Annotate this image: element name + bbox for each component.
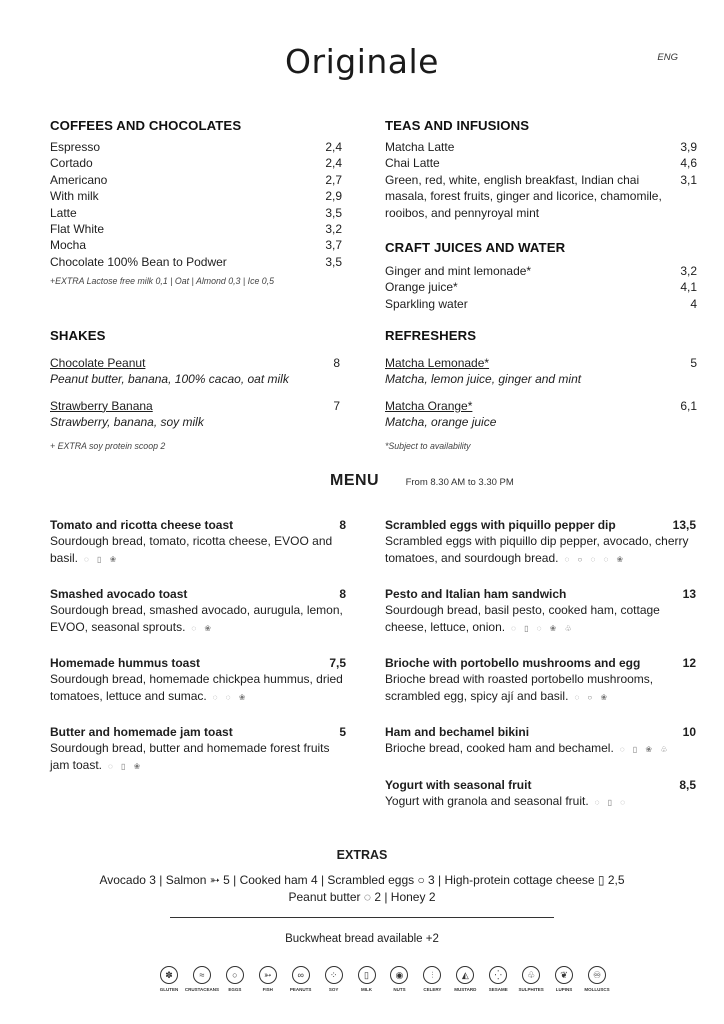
language-label[interactable]: ENG xyxy=(657,52,678,63)
dish-title-row xyxy=(385,586,696,602)
menu-item xyxy=(385,296,697,312)
allergen-label: GLUTEN xyxy=(159,987,179,992)
menu-item xyxy=(50,254,342,270)
dish-description xyxy=(385,740,696,759)
menu-item xyxy=(385,279,697,295)
item-name: Mocha xyxy=(50,238,87,253)
milk-icon: ▯ xyxy=(358,966,376,984)
item-name: Americano xyxy=(50,172,108,187)
item-name: Matcha Latte xyxy=(385,140,455,154)
menu-item xyxy=(50,172,342,188)
dish-description xyxy=(50,602,346,637)
dish-item xyxy=(50,655,346,706)
menu-item xyxy=(385,263,697,279)
menu-hours: From 8.30 AM to 3.30 PM xyxy=(405,477,514,488)
drink-description: Strawberry, banana, soy milk xyxy=(50,415,204,430)
drink-price: 7 xyxy=(333,398,340,413)
menu-item xyxy=(385,172,697,221)
shakes-extra-note: + EXTRA soy protein scoop 2 xyxy=(50,440,166,451)
dish-price: 8 xyxy=(339,587,346,601)
dish-price: 10 xyxy=(682,725,696,739)
extras-line-1: Avocado 3 | Salmon ➳ 5 | Cooked ham 4 | Scrambled eggs ○ 3 | High-protein cottage cheese ▯ 2,5 xyxy=(99,873,625,887)
dish-name: Tomato and ricotta cheese toast xyxy=(50,518,234,532)
brand-logo: Originale xyxy=(285,42,439,81)
dish-item xyxy=(385,777,696,812)
dish-name: Pesto and Italian ham sandwich xyxy=(385,587,567,601)
allergen-icons: ◌ ○ ◌ ◌ ❀ xyxy=(564,554,627,564)
drink-description: Matcha, orange juice xyxy=(385,415,497,430)
item-price: 3,7 xyxy=(325,238,342,253)
item-price: 2,7 xyxy=(325,172,342,187)
dish-item xyxy=(385,655,696,706)
item-price: 4,1 xyxy=(680,280,697,295)
refreshers-availability-note: *Subject to availability xyxy=(385,440,471,451)
allergen-icons: ◌ ▯ ❀ xyxy=(108,761,144,771)
dish-description-text: Sourdough bread, butter and homemade forest fruits jam toast. xyxy=(50,741,330,772)
dish-description xyxy=(385,602,696,637)
allergen-icons: ◌ ▯ ❀ xyxy=(84,554,120,564)
juices-section xyxy=(385,240,697,312)
item-price: 4 xyxy=(690,296,697,311)
menu-item xyxy=(50,205,342,221)
drink-title-row xyxy=(50,355,340,371)
dish-description xyxy=(50,533,346,568)
menu-item xyxy=(50,155,342,171)
allergen-label: MILK xyxy=(361,987,373,992)
drink-item xyxy=(50,398,340,431)
drink-price: 5 xyxy=(690,356,697,370)
mustard-icon: ◭ xyxy=(456,966,474,984)
allergen-label: CRUSTACEANS xyxy=(184,987,220,992)
coffees-section xyxy=(50,118,342,286)
allergen-peanuts xyxy=(285,966,317,992)
item-price: 4,6 xyxy=(680,156,697,171)
item-price: 3,5 xyxy=(325,254,342,269)
dish-description-text: Sourdough bread, homemade chickpea hummus, dried tomatoes, lettuce and sumac. xyxy=(50,672,343,703)
item-price: 3,2 xyxy=(325,222,342,237)
coffees-list xyxy=(50,139,342,270)
dish-description xyxy=(385,671,696,706)
allergen-mustard xyxy=(449,966,481,992)
drink-item xyxy=(385,398,697,431)
nut-icon: ◉ xyxy=(390,966,408,984)
item-price: 2,4 xyxy=(325,140,342,154)
drink-title-row xyxy=(50,398,340,414)
item-name: Flat White xyxy=(50,222,105,237)
dish-price: 5 xyxy=(339,725,346,739)
drink-name: Chocolate Peanut xyxy=(50,356,146,370)
shakes-title: SHAKES xyxy=(50,328,106,343)
drink-description: Peanut butter, banana, 100% cacao, oat milk xyxy=(50,372,289,387)
dish-name: Yogurt with seasonal fruit xyxy=(385,777,532,792)
allergen-gluten xyxy=(153,966,185,992)
allergen-label: MUSTARD xyxy=(454,987,477,992)
item-name: Latte xyxy=(50,205,77,220)
allergen-label: EGGS xyxy=(228,987,242,992)
dish-title-row xyxy=(385,777,696,793)
dish-description-text: Scrambled eggs with piquillo dip pepper, avocado, cherry tomatoes, and sourdough bread. xyxy=(385,534,689,565)
extras-line-2: Peanut butter ◌ 2 | Honey 2 xyxy=(288,890,436,904)
dish-price: 13 xyxy=(682,587,696,601)
coffees-extra-note: +EXTRA Lactose free milk 0,1 | Oat | Almond 0,3 | Ice 0,5 xyxy=(50,276,275,287)
dish-name: Homemade hummus toast xyxy=(50,656,201,670)
dish-description-text: Sourdough bread, tomato, ricotta cheese, EVOO and basil. xyxy=(50,534,333,565)
item-name: Orange juice* xyxy=(385,280,458,295)
shakes-list xyxy=(50,355,340,431)
wheat-icon: ✽ xyxy=(160,966,178,984)
allergen-label: LUPINS xyxy=(555,987,573,992)
dish-price: 8 xyxy=(339,518,346,532)
menu-header xyxy=(330,472,514,490)
dish-name: Brioche with portobello mushrooms and egg xyxy=(385,656,641,670)
dish-description xyxy=(385,533,696,568)
menu-item xyxy=(50,188,342,204)
soy-icon: ⁘ xyxy=(325,966,343,984)
dish-title-row xyxy=(50,586,346,602)
item-price: 3,1 xyxy=(680,172,697,187)
dish-price: 13,5 xyxy=(672,518,696,532)
extras-section xyxy=(0,848,724,906)
dish-title-row xyxy=(385,655,696,671)
dish-price: 7,5 xyxy=(329,656,346,670)
dish-description-text: Brioche bread, cooked ham and bechamel. xyxy=(385,741,614,755)
dish-description-text: Sourdough bread, basil pesto, cooked ham, cottage cheese, lettuce, onion. xyxy=(385,603,660,634)
dish-item xyxy=(50,517,346,568)
dish-description-text: Yogurt with granola and seasonal fruit. xyxy=(385,793,589,808)
allergen-icons: ◌ ○ ❀ xyxy=(574,692,611,702)
buckwheat-note: Buckwheat bread available +2 xyxy=(285,933,439,945)
allergen-label: MOLLUSCS xyxy=(584,987,610,992)
drink-item xyxy=(385,355,697,388)
dish-item xyxy=(50,586,346,637)
allergen-icons: ◌ ❀ xyxy=(191,623,215,633)
item-name: Espresso xyxy=(50,140,101,154)
teas-section xyxy=(385,118,697,221)
egg-icon: ○ xyxy=(226,966,244,984)
dish-title-row xyxy=(50,724,346,740)
juices-title: CRAFT JUICES AND WATER xyxy=(385,240,566,255)
allergen-legend xyxy=(153,966,613,992)
menu-title: MENU xyxy=(330,472,380,489)
drink-price: 6,1 xyxy=(680,398,697,413)
item-price: 2,4 xyxy=(325,156,342,171)
item-name: Cortado xyxy=(50,156,93,171)
crab-icon: ≈ xyxy=(193,966,211,984)
juices-list xyxy=(385,263,697,312)
shakes-section xyxy=(50,328,340,451)
dish-name: Ham and bechamel bikini xyxy=(385,725,530,739)
drink-name: Matcha Orange* xyxy=(385,398,473,413)
allergen-nuts xyxy=(383,966,415,992)
drink-item xyxy=(50,355,340,388)
allergen-fish xyxy=(252,966,284,992)
dish-item xyxy=(385,586,696,637)
item-name: Sparkling water xyxy=(385,296,468,311)
item-price: 2,9 xyxy=(325,189,342,204)
allergen-icons: ◌ ▯ ❀ ♧ xyxy=(619,745,671,754)
dish-name: Scrambled eggs with piquillo pepper dip xyxy=(385,518,616,532)
menu-item xyxy=(50,139,342,155)
dish-description xyxy=(385,793,696,812)
allergen-soy xyxy=(318,966,350,992)
lupin-icon: ❦ xyxy=(555,966,573,984)
item-price: 3,2 xyxy=(680,264,697,278)
menu-right-column xyxy=(385,517,696,829)
allergen-icons: ◌ ▯ ◌ ❀ ♧ xyxy=(511,623,575,633)
menu-item xyxy=(385,139,697,155)
menu-left-column xyxy=(50,517,346,793)
teas-list xyxy=(385,139,697,221)
dish-description-text: Brioche bread with roasted portobello mushrooms, scrambled egg, spicy ají and basil. xyxy=(385,672,654,703)
drink-name: Strawberry Banana xyxy=(50,398,153,413)
dish-name: Butter and homemade jam toast xyxy=(50,725,233,739)
item-name: Ginger and mint lemonade* xyxy=(385,264,532,278)
allergen-milk xyxy=(351,966,383,992)
allergen-icons: ◌ ▯ ◌ xyxy=(594,797,629,807)
allergen-label: FISH xyxy=(262,987,273,992)
divider xyxy=(170,917,554,918)
allergen-label: SOY xyxy=(328,987,339,992)
dish-title-row xyxy=(385,517,696,533)
refreshers-section xyxy=(385,328,697,451)
allergen-molluscs xyxy=(581,966,613,992)
grapes-icon: ♧ xyxy=(522,966,540,984)
allergen-sulphites xyxy=(515,966,547,992)
item-name: With milk xyxy=(50,189,99,204)
dish-name: Smashed avocado toast xyxy=(50,587,188,601)
allergen-lupins xyxy=(548,966,580,992)
allergen-sesame xyxy=(482,966,514,992)
drink-title-row xyxy=(385,355,697,371)
dish-price: 12 xyxy=(682,656,696,670)
teas-title: TEAS AND INFUSIONS xyxy=(385,118,530,133)
dish-title-row xyxy=(50,517,346,533)
celery-icon: ⫶ xyxy=(423,966,441,984)
fish-icon: ➳ xyxy=(259,966,277,984)
allergen-label: SULPHITES xyxy=(518,987,544,992)
allergen-icons: ◌ ◌ ❀ xyxy=(212,692,249,702)
dish-title-row xyxy=(385,724,696,740)
coffees-title: COFFEES AND CHOCOLATES xyxy=(50,118,242,133)
allergen-label: SESAME xyxy=(488,987,508,992)
dish-item xyxy=(385,517,696,568)
dish-item xyxy=(50,724,346,775)
dish-price: 8,5 xyxy=(679,777,696,792)
refreshers-title: REFRESHERS xyxy=(385,328,477,343)
item-name: Chocolate 100% Bean to Podwer xyxy=(50,254,227,269)
allergen-celery xyxy=(416,966,448,992)
dish-description-text: Sourdough bread, smashed avocado, aurugula, lemon, EVOO, seasonal sprouts. xyxy=(50,603,343,634)
allergen-crustaceans xyxy=(186,966,218,992)
allergen-eggs xyxy=(219,966,251,992)
allergen-label: NUTS xyxy=(393,987,406,992)
dish-item xyxy=(385,724,696,759)
menu-item xyxy=(50,221,342,237)
drink-price: 8 xyxy=(333,356,340,370)
item-name: Green, red, white, english breakfast, Indian chai masala, forest fruits, ginger and licorice, chamomile, rooibos, and pennyroyal mint xyxy=(385,172,662,220)
allergen-label: PEANUTS xyxy=(289,987,312,992)
mollusc-icon: ♾ xyxy=(588,966,606,984)
allergen-label: CELERY xyxy=(423,987,442,992)
peanut-icon: ∞ xyxy=(292,966,310,984)
dish-title-row xyxy=(50,655,346,671)
dish-description xyxy=(50,671,346,706)
item-price: 3,5 xyxy=(325,205,342,220)
drink-title-row xyxy=(385,398,697,414)
sesame-icon: ⁛ xyxy=(489,966,507,984)
menu-item xyxy=(385,155,697,171)
dish-description xyxy=(50,740,346,775)
drink-name: Matcha Lemonade* xyxy=(385,356,490,370)
refreshers-list xyxy=(385,355,697,431)
item-price: 3,9 xyxy=(680,140,697,154)
item-name: Chai Latte xyxy=(385,156,440,171)
extras-title: EXTRAS xyxy=(336,848,388,862)
menu-item xyxy=(50,237,342,253)
drink-description: Matcha, lemon juice, ginger and mint xyxy=(385,372,582,387)
